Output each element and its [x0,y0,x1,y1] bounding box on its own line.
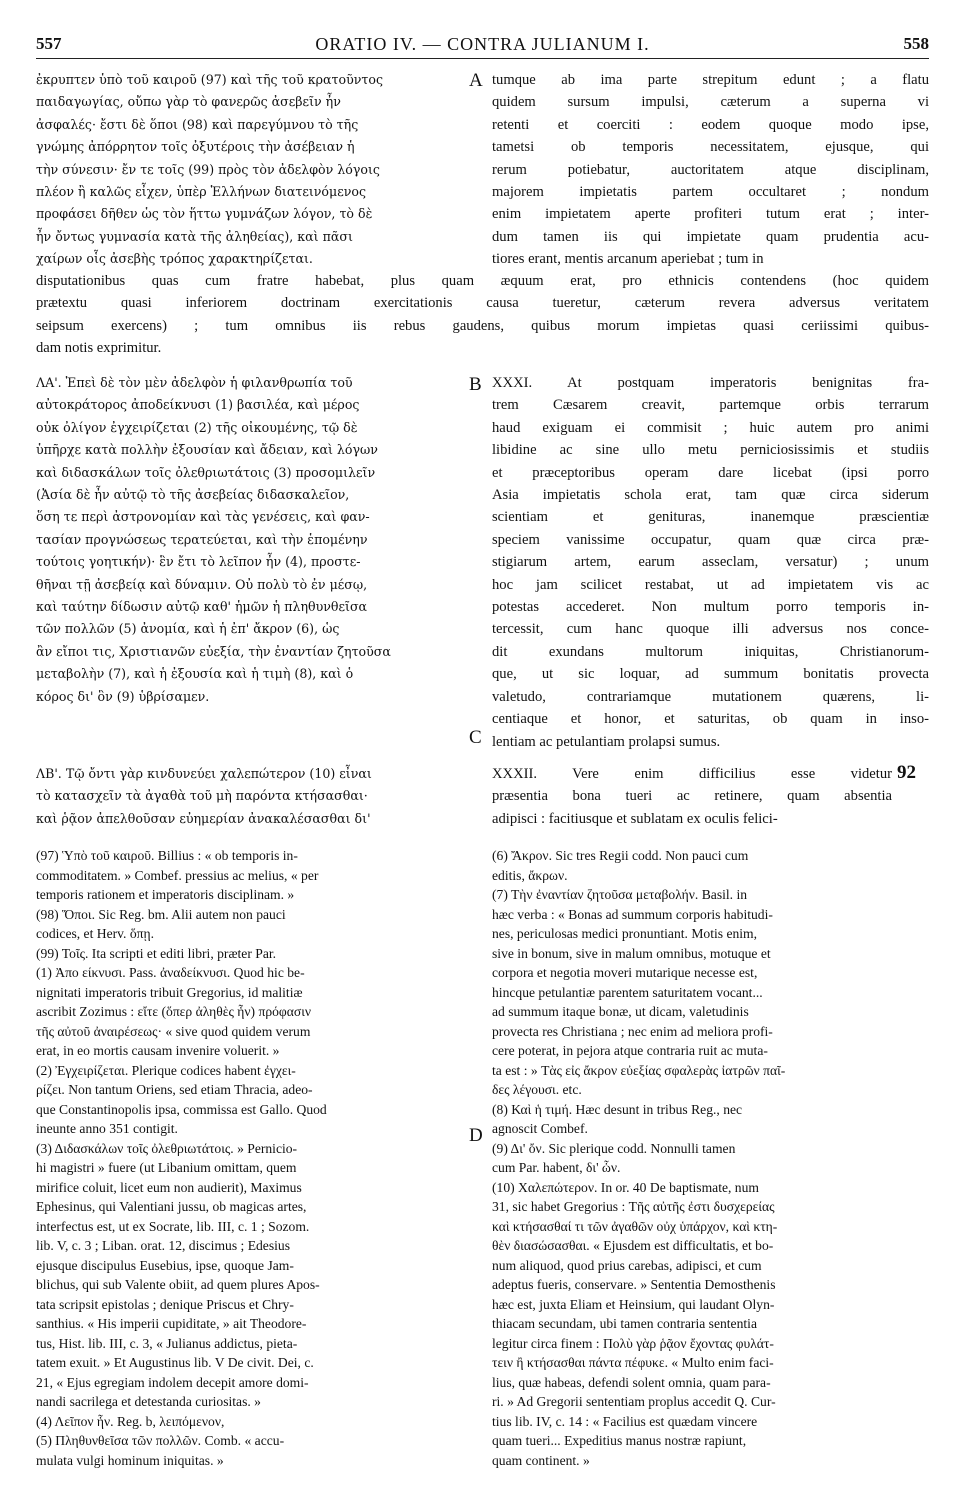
text-line: Asia impietatis schola erat, tam quæ circa siderum [492,487,929,504]
running-header [36,32,929,59]
text-line: tametsi ob temporis necessitatem, ejusque, qui [492,139,929,156]
latin-column-a [492,69,929,271]
text-line: legitur circa finem : Πολὺ γὰρ ῥᾷον ἔχοντας φυλάτ- [492,1335,774,1351]
text-line: (4) Λεῖπον ἦν. Reg. b, λειπόμενον, [36,1413,225,1429]
text-line: ἐκρυπτεν ὑπὸ τοῦ καιροῦ (97) καὶ τῆς τοῦ κρατοῦντος [36,72,383,87]
text-line: majorem impietatis partem occultaret ; nondum [492,184,929,201]
text-line: que, ut sic loquar, ad summum bonitatis provecta [492,666,929,683]
text-line: ἀσφαλές· ἔστι δὲ ὅποι (98) καὶ παρεγύμνου τὸ τῆς [36,116,359,132]
text-line: παιδαγωγίας, οὔπω γὰρ τὸ φανερῶς ἀσεβεῖν ἦν [36,94,341,110]
text-line: hæc verba : « Bonas ad summum corporis habitudi- [492,906,773,922]
text-line: erat, in eo mortis causam invenire voluerit. » [36,1043,280,1058]
text-line: (7) Τὴν ἐναντίαν ζητοῦσα μεταβολήν. Basil. in [492,887,748,902]
text-line: (9) Δι' ὄν. Sic plerique codd. Nonnulli tamen [492,1140,736,1156]
text-line: ta est : » Τὰς εἰς ἄκρον εὐεξίας σφαλερὰς ἰατρῶν παῖ- [492,1062,786,1078]
text-line: XXXI. At postquam imperatoris benignitas fra- [492,375,929,391]
text-line: 31, sic habet Gregorius : Τῆς αὐτῆς ἐστι δυσχερείας [492,1199,775,1214]
text-line: valetudo, contrariamque mutationem quærens, li- [492,688,929,705]
text-line: que Constantinopolis ipsa, commissa est Gallo. Quod [36,1101,327,1117]
text-line: τὸ κατασχεῖν τὰ ἀγαθὰ τοῦ μὴ παρόντα κτήσασθαι· [36,788,368,804]
text-line: τὴν σύνεσιν· ἔν τε τοῖς (99) πρὸς τὸν ἀδελφὸν λόγοις [36,161,380,177]
section-marker-a: A [469,70,483,91]
latin-column-b [492,372,929,753]
text-line: (1) Ἀπο είκνυσι. Pass. ἀναδείκνυσι. Quod hic be- [36,965,305,980]
text-line: interfectus est, ut ex Socrate, lib. III, c. 1 ; Sozom. [36,1218,310,1234]
text-line: ὅση τε περὶ ἀστρονομίαν καὶ τὰς γενέσεις, καὶ φαν- [36,509,370,525]
text-line: adipisci : facitiusque et sublatam ex oculis felici- [492,810,778,827]
text-line: et præceptoribus operam dare licebat (ipsi porro [492,464,929,481]
text-line: num aliquod, quod prius carebas, adipisci, et cum [492,1257,762,1273]
text-line: disputationibus quas cum fratre habebat, plus quam æquum erat, pro ethnicis contendens (hoc quidem [36,273,929,289]
text-line: prætextu quasi inferiorem doctrinam exercitationis causa tueretur, cæterum revera adversus veritatem [36,295,929,312]
text-line: cum Par. habent, δι' ὧν. [492,1160,621,1175]
margin-page-number: 92 [897,762,916,783]
text-line: τασίαν προγνώσεως τερατεύεται, καὶ τὴν ἑπομένην [36,531,368,547]
text-line: rerum potiebatur, auctoritatem atque disciplinam, [492,161,929,178]
text-line: μεταβολὴν (7), καὶ ἡ ἐξουσία καὶ ἡ τιμὴ (8), καὶ ὁ [36,666,354,682]
text-line: (8) Καὶ ἡ τιμή. Hæc desunt in tribus Reg., nec [492,1101,743,1117]
text-line: hoc jam scilicet restabat, ut ad impietatem vis ac [492,576,929,593]
text-line: retenti et coerciti : eodem quoque modo ipse, [492,116,929,133]
text-line: tatem exuit. » Et Augustinus lib. V De civit. Dei, c. [36,1355,314,1370]
text-line: tius lib. IV, c. 14 : « Facilius est quædam vincere [492,1413,758,1429]
text-line: ἦν ὄντως γυμνασία κατὰ τῆς ἀληθείας), καὶ πᾶσι [36,228,353,244]
text-line: stigiarum artem, earum asseclam, versatur) ; unum [492,554,929,571]
text-line: τούτοις γοητικήν)· ἓν ἔτι τὸ λεῖπον ἦν (4), προστε- [36,554,361,570]
text-line: enim impietatem aperte profiteri tutum erat ; inter- [492,206,929,223]
text-line: lentiam ac petulantiam prolapsi sumus. [492,733,721,750]
greek-column-a [36,69,470,271]
text-line: trem Cæsarem creavit, partemque orbis terrarum [492,397,929,414]
text-line: editis, ἄκρων. [492,867,568,883]
text-line: hincque petulantiæ parentem saturitatem vocant... [492,984,763,1000]
text-line: tus, Hist. lib. III, c. 3, « Julianus addictus, pieta- [36,1335,298,1351]
text-line: καὶ ῥᾷον ἀπελθοῦσαν εὐημερίαν ἀνακαλέσασθαι δι' [36,810,371,826]
text-line: 21, « Ejus egregiam indolem decepit amore domi- [36,1374,309,1390]
text-line: (Ἀσία δὲ ἦν αὐτῷ τὸ τῆς ἀσεβείας διδασκαλεῖον, [36,487,350,503]
text-line: commoditatem. » Combef. pressius ac melius, « per [36,867,319,883]
text-line: nignitati imperatoris tribuit Gregorius, id malitiæ [36,984,303,1000]
text-line: αὐτοκράτορος ἀποδείκνυσι (1) βασιλέα, καὶ μέρος [36,397,360,413]
text-line: τῶν πολλῶν (5) ἀνομία, καὶ ἡ ἐπ' ἄκρον (6), ὡς [36,621,340,637]
text-line: agnoscit Combef. [492,1121,588,1136]
text-line: tiores erant, mentis arcanum aperiebat ; tum in [492,251,764,268]
text-line: dum tamen iis qui impietate quam prudentia acu- [492,228,929,245]
left-page-number: 557 [36,34,62,53]
footnotes-right-column [492,846,929,1470]
text-line: (10) Χαλεπώτερον. In or. 40 De baptismate, num [492,1179,759,1195]
text-line: ΛΒ'. Τῷ ὄντι γὰρ κινδυνεύει χαλεπώτερον (10) εἶναι [36,766,372,781]
text-line: XXXII. Vere enim difficilius esse videtur [492,766,892,782]
text-line: δες λέγουσι. etc. [492,1082,582,1097]
text-line: præsentia bona tueri ac retinere, quam absentia [492,788,892,805]
text-line: θὲν διασώσασθαι. « Ejusdem est difficultatis, et bo- [492,1238,774,1253]
text-line: ascribit Zozimus : εἴτε (ὅπερ ἀληθὲς ἦν) πρόφασιν [36,1004,311,1019]
text-line: lib. V, c. 3 ; Liban. orat. 12, discimus ; Edesius [36,1238,290,1253]
text-line: santhius. « His imperii cupiditate, » ait Theodore- [36,1316,307,1331]
right-page-number: 558 [903,34,929,53]
text-line: dit exundans multorum iniquitas, Christianorum- [492,643,929,660]
greek-column-b [36,372,470,708]
text-line: hi magistri » fuere (ut Libanium omittam, quem [36,1160,297,1175]
text-line: sive in bonum, sive in malum omnibus, motuque et [492,945,771,961]
running-title: ORATIO IV. — CONTRA JULIANUM I. [315,34,650,54]
text-line: Ephesinus, qui Valentiani jussu, ob magicas artes, [36,1199,307,1214]
text-line: blichus, qui sub Valente obiit, ad quem plures Apos- [36,1277,320,1292]
text-line: (97) Ὑπὸ τοῦ καιροῦ. Billius : « ob temporis in- [36,848,298,863]
text-line: (99) Τοῖς. Ita scripti et editi libri, præter Par. [36,945,277,961]
text-line: cere poterat, in pejora atque contraria ruit ac muta- [492,1043,768,1058]
text-line: ἂν εἴποι τις, Χριστιανῶν εὐεξία, τὴν ἐναντίαν ζητοῦσα [36,643,391,659]
text-line: προφάσει δῆθεν ὡς τὸν ἥττω γυμνάζων λόγον, τὸ δὲ [36,206,373,222]
text-line: nes, periculosas medici pronuntiant. Motis enim, [492,926,758,941]
text-line: corpora et negotia moveri mutarique necesse est, [492,965,758,980]
text-line: (6) Ἄκρον. Sic tres Regii codd. Non pauci cum [492,848,749,863]
section-marker-d: D [469,1125,483,1146]
section-marker-c: C [469,727,482,748]
text-line: ejusque discipulus Eusebius, ipse, quoque Jam- [36,1257,294,1273]
section-marker-b: B [469,374,482,395]
text-line: provecta res Christiana ; nec enim ad meliora profi- [492,1023,773,1039]
latin-column-c [492,763,892,830]
text-line: tumque ab ima parte strepitum edunt ; a flatu [492,72,929,88]
text-line: quam continent. » [492,1452,590,1468]
text-line: tata scripsit epistolas ; denique Priscus et Chry- [36,1296,294,1312]
text-line: (2) Ἐγχειρίζεται. Plerique codices habent ἐγχει- [36,1062,296,1078]
footnotes-left-column [36,846,470,1470]
text-line: libidine ac sine ullo metu perniciosissimis et studiis [492,442,929,459]
text-line: codices, et Herv. ὅπῃ. [36,926,155,941]
text-line: adeptus fueris, conservare. » Sententia Demosthenis [492,1277,776,1292]
text-line: γνώμης ἀπόρρητον τοῖς ὀξυτέροις τὴν ἀσέβειαν ἡ [36,139,355,155]
text-line: nandi sacrilega et detestanda curiositas. » [36,1394,261,1409]
text-line: haud exiguam ei commisit ; huic autem pro animi [492,419,929,436]
text-line: speciem vanissime occupatur, quam quæ circa præ- [492,531,929,548]
text-line: ὑπῆρχε κατὰ πολλὴν ἐξουσίαν καὶ ἄδειαν, καὶ λόγων [36,442,378,458]
text-line: quam tueri... Expeditius manus nostræ rapiunt, [492,1433,747,1448]
text-line: τειν ἢ κτήσασθαι πάντα πέφυκε. « Multo enim faci- [492,1355,774,1370]
text-line: κόρος δι' ὃν (9) ὑβρίσαμεν. [36,688,210,704]
text-line: καὶ ταύτην δίδωσιν αὐτῷ καθ' ἡμῶν ἡ πληθυνθεῖσα [36,599,368,615]
text-line: οὐκ ὀλίγον ἐγχειρίζεται (2) τῆς οἰκουμένης, τῷ δὲ [36,419,358,435]
text-line: quidem sursum impulsi, cæterum a superna vi [492,94,929,111]
latin-full-width-paragraph [36,270,929,360]
text-line: mulata vulgi hominum iniquitas. » [36,1452,224,1468]
text-line: ri. » Ad Gregorii sententiam proplus accedit Q. Cur- [492,1394,776,1409]
text-line: καὶ κτήσασθαί τι τῶν ἀγαθῶν οὐχ ὑπάρχον, καὶ κτη- [492,1218,778,1234]
text-line: ad summum itaque bonæ, ut dicam, valetudinis [492,1004,749,1019]
text-line: (3) Διδασκάλων τοῖς ὀλεθριωτάτοις. » Pernicio- [36,1140,298,1156]
text-line: (5) Πληθυνθεῖσα τῶν πολλῶν. Comb. « accu- [36,1433,285,1448]
footnote-separator [36,838,929,839]
text-line: centiaque et honor, et saturitas, ob quam in inso- [492,711,929,728]
text-line: ΛΑ'. Ἐπεὶ δὲ τὸν μὲν ἀδελφὸν ἡ φιλανθρωπία τοῦ [36,375,353,390]
text-line: lius, quæ habeas, defendi solent omnia, quam para- [492,1374,771,1390]
text-line: hæc est, juxta Eliam et Heinsium, qui laudant Olyn- [492,1296,775,1312]
text-line: seipsum exercens) ; tum omnibus iis rebus gaudens, quibus morum impietas quasi ceriissimi quibus- [36,317,929,334]
text-line: πλέον ἢ καλῶς εἶχεν, ὑπὲρ Ἑλλήνων διατεινόμενος [36,184,367,200]
text-line: mirifice coluit, licet eum non audierit), Maximus [36,1179,302,1195]
text-line: ρίζει. Non tantum Oriens, sed etiam Thracia, adeo- [36,1082,313,1097]
text-line: χαίρων οἷς ἀσεβὴς τρόπος χαρακτηρίζεται. [36,251,313,267]
text-line: τῆς αὐτοῦ ἀναιρέσεως· « sive quod quidem verum [36,1023,311,1039]
greek-column-c [36,763,470,830]
text-line: scientiam et genituras, inanemque præscientiæ [492,509,929,526]
text-line: dam notis exprimitur. [36,340,162,357]
text-line: (98) Ὅποι. Sic Reg. bm. Alii autem non pauci [36,906,286,922]
text-line: potestas accederet. Non multum porro temporis in- [492,599,929,616]
text-line: thiacam secundam, ubi tamen contraria sententia [492,1316,757,1331]
text-line: ineunte anno 351 contigit. [36,1121,178,1136]
text-line: tercessit, cum hanc quoque illi adversus nos conce- [492,621,929,638]
text-line: καὶ διδασκάλων τοῖς ὀλεθριωτάτοις (3) προσομιλεῖν [36,464,376,480]
text-line: θῆναι τῇ ἀσεβείᾳ καὶ δύναμιν. Οὐ πολὺ τὸ ἐν μέσῳ, [36,576,368,592]
text-line: temporis rationem et imperatoris disciplinam. » [36,887,295,902]
